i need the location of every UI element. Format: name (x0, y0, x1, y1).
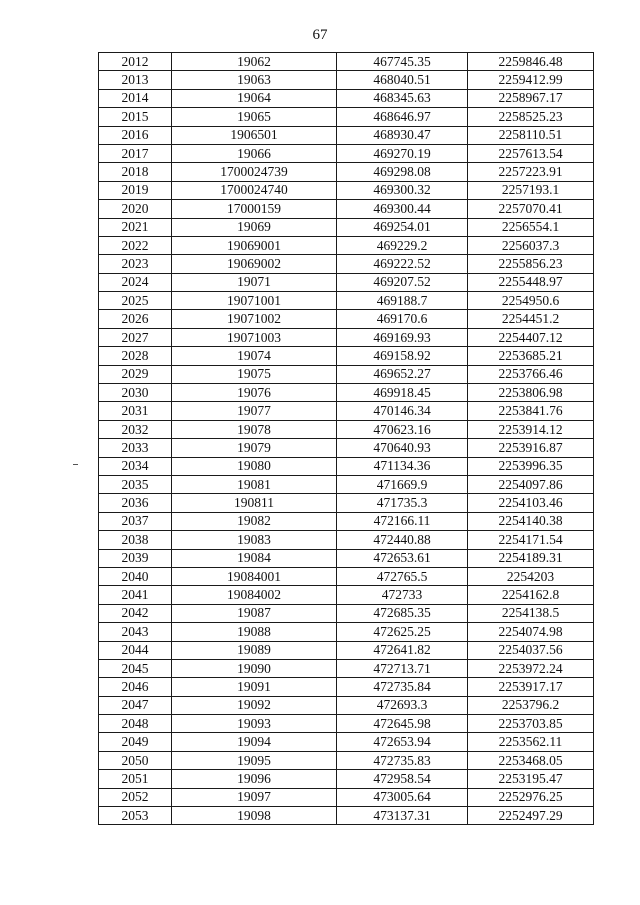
y-coordinate-cell: 2253562.11 (468, 733, 594, 751)
y-coordinate-cell: 2252497.29 (468, 807, 594, 825)
y-coordinate-cell: 2256037.3 (468, 236, 594, 254)
x-coordinate-cell: 472693.3 (337, 696, 468, 714)
y-coordinate-cell: 2258525.23 (468, 108, 594, 126)
y-coordinate-cell: 2257070.41 (468, 200, 594, 218)
point-id-cell: 19094 (172, 733, 337, 751)
point-id-cell: 19071002 (172, 310, 337, 328)
table-row (99, 623, 594, 641)
point-id-cell: 19076 (172, 384, 337, 402)
point-id-cell: 19087 (172, 604, 337, 622)
point-id-cell: 19069 (172, 218, 337, 236)
x-coordinate-cell: 469207.52 (337, 273, 468, 291)
y-coordinate-cell: 2253806.98 (468, 384, 594, 402)
y-coordinate-cell: 2258110.51 (468, 126, 594, 144)
row-number-cell: 2021 (99, 218, 172, 236)
point-id-cell: 19088 (172, 623, 337, 641)
row-number-cell: 2044 (99, 641, 172, 659)
row-number-cell: 2018 (99, 163, 172, 181)
y-coordinate-cell: 2253468.05 (468, 751, 594, 769)
point-id-cell: 19079 (172, 439, 337, 457)
table-row (99, 678, 594, 696)
row-number-cell: 2024 (99, 273, 172, 291)
table-row (99, 144, 594, 162)
table-row (99, 126, 594, 144)
table-row (99, 586, 594, 604)
row-number-cell: 2042 (99, 604, 172, 622)
x-coordinate-cell: 467745.35 (337, 53, 468, 71)
row-number-cell: 2047 (99, 696, 172, 714)
point-id-cell: 19095 (172, 751, 337, 769)
point-id-cell: 19063 (172, 71, 337, 89)
y-coordinate-cell: 2257193.1 (468, 181, 594, 199)
y-coordinate-cell: 2253972.24 (468, 659, 594, 677)
row-number-cell: 2043 (99, 623, 172, 641)
row-number-cell: 2041 (99, 586, 172, 604)
y-coordinate-cell: 2253917.17 (468, 678, 594, 696)
x-coordinate-cell: 472641.82 (337, 641, 468, 659)
row-number-cell: 2012 (99, 53, 172, 71)
y-coordinate-cell: 2253685.21 (468, 347, 594, 365)
x-coordinate-cell: 472958.54 (337, 770, 468, 788)
row-number-cell: 2037 (99, 512, 172, 530)
row-number-cell: 2028 (99, 347, 172, 365)
x-coordinate-cell: 469222.52 (337, 255, 468, 273)
row-number-cell: 2015 (99, 108, 172, 126)
table-row (99, 310, 594, 328)
table-row (99, 807, 594, 825)
row-number-cell: 2053 (99, 807, 172, 825)
x-coordinate-cell: 472166.11 (337, 512, 468, 530)
x-coordinate-cell: 469298.08 (337, 163, 468, 181)
row-number-cell: 2051 (99, 770, 172, 788)
stray-mark (73, 464, 78, 465)
point-id-cell: 19071003 (172, 328, 337, 346)
point-id-cell: 19062 (172, 53, 337, 71)
row-number-cell: 2049 (99, 733, 172, 751)
row-number-cell: 2040 (99, 567, 172, 585)
x-coordinate-cell: 469270.19 (337, 144, 468, 162)
row-number-cell: 2034 (99, 457, 172, 475)
point-id-cell: 19071001 (172, 292, 337, 310)
point-id-cell: 19064 (172, 89, 337, 107)
y-coordinate-cell: 2254950.6 (468, 292, 594, 310)
row-number-cell: 2023 (99, 255, 172, 273)
x-coordinate-cell: 469229.2 (337, 236, 468, 254)
x-coordinate-cell: 470640.93 (337, 439, 468, 457)
y-coordinate-cell: 2257223.91 (468, 163, 594, 181)
y-coordinate-cell: 2253195.47 (468, 770, 594, 788)
table-row (99, 420, 594, 438)
x-coordinate-cell: 469158.92 (337, 347, 468, 365)
row-number-cell: 2030 (99, 384, 172, 402)
table-row (99, 236, 594, 254)
x-coordinate-cell: 469188.7 (337, 292, 468, 310)
point-id-cell: 1700024739 (172, 163, 337, 181)
x-coordinate-cell: 472625.25 (337, 623, 468, 641)
table-row (99, 181, 594, 199)
x-coordinate-cell: 472735.84 (337, 678, 468, 696)
point-id-cell: 19081 (172, 475, 337, 493)
table-row (99, 439, 594, 457)
table-row (99, 641, 594, 659)
row-number-cell: 2039 (99, 549, 172, 567)
y-coordinate-cell: 2254097.86 (468, 475, 594, 493)
row-number-cell: 2046 (99, 678, 172, 696)
row-number-cell: 2022 (99, 236, 172, 254)
row-number-cell: 2035 (99, 475, 172, 493)
row-number-cell: 2017 (99, 144, 172, 162)
y-coordinate-cell: 2255448.97 (468, 273, 594, 291)
x-coordinate-cell: 470146.34 (337, 402, 468, 420)
table-row (99, 512, 594, 530)
x-coordinate-cell: 472653.61 (337, 549, 468, 567)
y-coordinate-cell: 2257613.54 (468, 144, 594, 162)
x-coordinate-cell: 468345.63 (337, 89, 468, 107)
row-number-cell: 2013 (99, 71, 172, 89)
row-number-cell: 2032 (99, 420, 172, 438)
table-row (99, 715, 594, 733)
table-body (99, 53, 594, 825)
table-row (99, 292, 594, 310)
point-id-cell: 19066 (172, 144, 337, 162)
point-id-cell: 17000159 (172, 200, 337, 218)
x-coordinate-cell: 472735.83 (337, 751, 468, 769)
table-row (99, 402, 594, 420)
point-id-cell: 19097 (172, 788, 337, 806)
row-number-cell: 2036 (99, 494, 172, 512)
table-row (99, 549, 594, 567)
table-row (99, 531, 594, 549)
y-coordinate-cell: 2254037.56 (468, 641, 594, 659)
x-coordinate-cell: 469300.32 (337, 181, 468, 199)
y-coordinate-cell: 2259412.99 (468, 71, 594, 89)
y-coordinate-cell: 2254203 (468, 567, 594, 585)
table-row (99, 273, 594, 291)
row-number-cell: 2031 (99, 402, 172, 420)
x-coordinate-cell: 472733 (337, 586, 468, 604)
table-row (99, 53, 594, 71)
y-coordinate-cell: 2254189.31 (468, 549, 594, 567)
y-coordinate-cell: 2254074.98 (468, 623, 594, 641)
y-coordinate-cell: 2252976.25 (468, 788, 594, 806)
table-row (99, 163, 594, 181)
x-coordinate-cell: 469918.45 (337, 384, 468, 402)
table-row (99, 567, 594, 585)
x-coordinate-cell: 468930.47 (337, 126, 468, 144)
x-coordinate-cell: 472765.5 (337, 567, 468, 585)
y-coordinate-cell: 2253841.76 (468, 402, 594, 420)
y-coordinate-cell: 2253703.85 (468, 715, 594, 733)
point-id-cell: 19084002 (172, 586, 337, 604)
point-id-cell: 19084 (172, 549, 337, 567)
point-id-cell: 19084001 (172, 567, 337, 585)
row-number-cell: 2029 (99, 365, 172, 383)
y-coordinate-cell: 2255856.23 (468, 255, 594, 273)
x-coordinate-cell: 471134.36 (337, 457, 468, 475)
table-row (99, 71, 594, 89)
x-coordinate-cell: 469254.01 (337, 218, 468, 236)
x-coordinate-cell: 472440.88 (337, 531, 468, 549)
y-coordinate-cell: 2253914.12 (468, 420, 594, 438)
row-number-cell: 2016 (99, 126, 172, 144)
row-number-cell: 2027 (99, 328, 172, 346)
table-row (99, 696, 594, 714)
x-coordinate-cell: 469169.93 (337, 328, 468, 346)
point-id-cell: 19098 (172, 807, 337, 825)
table-row (99, 770, 594, 788)
table-row (99, 751, 594, 769)
point-id-cell: 19090 (172, 659, 337, 677)
point-id-cell: 19093 (172, 715, 337, 733)
point-id-cell: 19078 (172, 420, 337, 438)
row-number-cell: 2038 (99, 531, 172, 549)
table-row (99, 384, 594, 402)
y-coordinate-cell: 2253796.2 (468, 696, 594, 714)
point-id-cell: 19082 (172, 512, 337, 530)
table-row (99, 365, 594, 383)
table-row (99, 659, 594, 677)
point-id-cell: 19065 (172, 108, 337, 126)
point-id-cell: 190811 (172, 494, 337, 512)
table-row (99, 108, 594, 126)
y-coordinate-cell: 2258967.17 (468, 89, 594, 107)
y-coordinate-cell: 2254140.38 (468, 512, 594, 530)
point-id-cell: 19089 (172, 641, 337, 659)
page-number: 67 (312, 27, 328, 43)
point-id-cell: 19074 (172, 347, 337, 365)
y-coordinate-cell: 2254138.5 (468, 604, 594, 622)
x-coordinate-cell: 473005.64 (337, 788, 468, 806)
y-coordinate-cell: 2254451.2 (468, 310, 594, 328)
coordinates-table (98, 52, 594, 825)
point-id-cell: 19092 (172, 696, 337, 714)
point-id-cell: 1700024740 (172, 181, 337, 199)
point-id-cell: 19069002 (172, 255, 337, 273)
x-coordinate-cell: 473137.31 (337, 807, 468, 825)
row-number-cell: 2050 (99, 751, 172, 769)
y-coordinate-cell: 2253916.87 (468, 439, 594, 457)
x-coordinate-cell: 471735.3 (337, 494, 468, 512)
table-row (99, 255, 594, 273)
point-id-cell: 1906501 (172, 126, 337, 144)
x-coordinate-cell: 471669.9 (337, 475, 468, 493)
table-row (99, 494, 594, 512)
table-row (99, 328, 594, 346)
row-number-cell: 2014 (99, 89, 172, 107)
row-number-cell: 2033 (99, 439, 172, 457)
row-number-cell: 2025 (99, 292, 172, 310)
table-row (99, 89, 594, 107)
y-coordinate-cell: 2253996.35 (468, 457, 594, 475)
point-id-cell: 19080 (172, 457, 337, 475)
x-coordinate-cell: 468646.97 (337, 108, 468, 126)
x-coordinate-cell: 470623.16 (337, 420, 468, 438)
point-id-cell: 19077 (172, 402, 337, 420)
point-id-cell: 19071 (172, 273, 337, 291)
y-coordinate-cell: 2254103.46 (468, 494, 594, 512)
row-number-cell: 2048 (99, 715, 172, 733)
y-coordinate-cell: 2254171.54 (468, 531, 594, 549)
y-coordinate-cell: 2256554.1 (468, 218, 594, 236)
x-coordinate-cell: 469170.6 (337, 310, 468, 328)
x-coordinate-cell: 472685.35 (337, 604, 468, 622)
y-coordinate-cell: 2259846.48 (468, 53, 594, 71)
table-row (99, 200, 594, 218)
point-id-cell: 19091 (172, 678, 337, 696)
row-number-cell: 2026 (99, 310, 172, 328)
x-coordinate-cell: 469652.27 (337, 365, 468, 383)
point-id-cell: 19075 (172, 365, 337, 383)
table-row (99, 788, 594, 806)
table-row (99, 604, 594, 622)
table-row (99, 457, 594, 475)
x-coordinate-cell: 472645.98 (337, 715, 468, 733)
table-row (99, 733, 594, 751)
row-number-cell: 2019 (99, 181, 172, 199)
row-number-cell: 2052 (99, 788, 172, 806)
table-row (99, 347, 594, 365)
point-id-cell: 19069001 (172, 236, 337, 254)
y-coordinate-cell: 2253766.46 (468, 365, 594, 383)
x-coordinate-cell: 472713.71 (337, 659, 468, 677)
x-coordinate-cell: 472653.94 (337, 733, 468, 751)
point-id-cell: 19083 (172, 531, 337, 549)
x-coordinate-cell: 469300.44 (337, 200, 468, 218)
y-coordinate-cell: 2254407.12 (468, 328, 594, 346)
x-coordinate-cell: 468040.51 (337, 71, 468, 89)
table-row (99, 475, 594, 493)
table-row (99, 218, 594, 236)
point-id-cell: 19096 (172, 770, 337, 788)
row-number-cell: 2045 (99, 659, 172, 677)
y-coordinate-cell: 2254162.8 (468, 586, 594, 604)
row-number-cell: 2020 (99, 200, 172, 218)
